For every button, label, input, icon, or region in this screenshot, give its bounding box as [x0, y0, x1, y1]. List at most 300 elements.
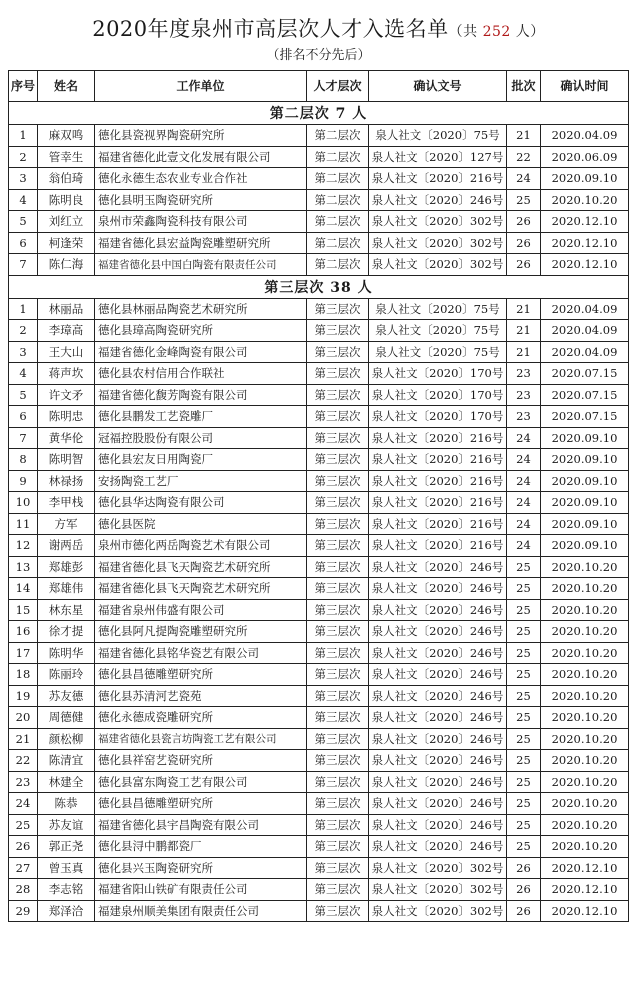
table-row	[9, 492, 629, 514]
cell-seq: 7	[9, 254, 38, 276]
cell-unit: 德化县华达陶瓷有限公司	[95, 492, 307, 514]
cell-unit: 德化县昌德雕塑研究所	[95, 664, 307, 686]
cell-name: 郑雄伟	[38, 578, 95, 600]
cell-doc: 泉人社文〔2020〕302号	[369, 900, 507, 922]
table-row	[9, 578, 629, 600]
cell-seq: 12	[9, 535, 38, 557]
cell-name: 柯逢荣	[38, 232, 95, 254]
cell-name: 陈明智	[38, 449, 95, 471]
cell-doc: 泉人社文〔2020〕216号	[369, 168, 507, 190]
cell-unit: 德化县苏清河艺瓷苑	[95, 685, 307, 707]
cell-batch: 25	[507, 664, 541, 686]
cell-seq: 23	[9, 771, 38, 793]
table-row	[9, 621, 629, 643]
table-row	[9, 836, 629, 858]
section-header-row	[9, 275, 629, 298]
cell-name: 蒋声坎	[38, 363, 95, 385]
cell-unit: 德化永德成瓷雕研究所	[95, 707, 307, 729]
cell-doc: 泉人社文〔2020〕170号	[369, 406, 507, 428]
cell-batch: 26	[507, 879, 541, 901]
cell-unit: 德化县鹏发工艺瓷雕厂	[95, 406, 307, 428]
cell-name: 李志铭	[38, 879, 95, 901]
cell-level: 第三层次	[307, 621, 369, 643]
cell-name: 林东星	[38, 599, 95, 621]
table-row	[9, 146, 629, 168]
cell-name: 陈恭	[38, 793, 95, 815]
table-row	[9, 125, 629, 147]
cell-unit: 德化县农村信用合作联社	[95, 363, 307, 385]
table-row	[9, 707, 629, 729]
cell-batch: 26	[507, 900, 541, 922]
cell-batch: 24	[507, 492, 541, 514]
page-subtitle: （排名不分先后）	[266, 48, 371, 63]
page-title	[0, 16, 637, 45]
cell-date: 2020.04.09	[541, 341, 629, 363]
cell-seq: 18	[9, 664, 38, 686]
cell-unit: 福建省德化县中国白陶瓷有限责任公司	[95, 254, 307, 276]
cell-doc: 泉人社文〔2020〕75号	[369, 125, 507, 147]
cell-seq: 8	[9, 449, 38, 471]
cell-seq: 25	[9, 814, 38, 836]
cell-batch: 26	[507, 211, 541, 233]
cell-batch: 25	[507, 707, 541, 729]
cell-level: 第二层次	[307, 232, 369, 254]
cell-level: 第二层次	[307, 254, 369, 276]
cell-doc: 泉人社文〔2020〕246号	[369, 599, 507, 621]
cell-name: 郭正尧	[38, 836, 95, 858]
talent-list-table	[8, 70, 629, 922]
cell-doc: 泉人社文〔2020〕246号	[369, 707, 507, 729]
cell-unit: 福建省德化此壹文化发展有限公司	[95, 146, 307, 168]
table-row	[9, 535, 629, 557]
cell-seq: 16	[9, 621, 38, 643]
cell-name: 曾玉真	[38, 857, 95, 879]
cell-batch: 25	[507, 793, 541, 815]
cell-doc: 泉人社文〔2020〕75号	[369, 298, 507, 320]
cell-doc: 泉人社文〔2020〕246号	[369, 836, 507, 858]
cell-doc: 泉人社文〔2020〕75号	[369, 320, 507, 342]
cell-seq: 21	[9, 728, 38, 750]
cell-doc: 泉人社文〔2020〕302号	[369, 879, 507, 901]
cell-unit: 福建泉州顺美集团有限责任公司	[95, 900, 307, 922]
cell-unit: 德化县璋高陶瓷研究所	[95, 320, 307, 342]
cell-level: 第三层次	[307, 556, 369, 578]
cell-seq: 2	[9, 146, 38, 168]
cell-seq: 2	[9, 320, 38, 342]
cell-level: 第三层次	[307, 384, 369, 406]
cell-level: 第三层次	[307, 793, 369, 815]
cell-level: 第二层次	[307, 125, 369, 147]
cell-seq: 3	[9, 168, 38, 190]
cell-date: 2020.07.15	[541, 363, 629, 385]
cell-seq: 6	[9, 406, 38, 428]
cell-batch: 21	[507, 125, 541, 147]
cell-unit: 德化县瓷视界陶瓷研究所	[95, 125, 307, 147]
table-row	[9, 642, 629, 664]
cell-name: 徐才提	[38, 621, 95, 643]
cell-level: 第三层次	[307, 707, 369, 729]
cell-unit: 德化县浔中鹏都瓷厂	[95, 836, 307, 858]
cell-doc: 泉人社文〔2020〕246号	[369, 793, 507, 815]
table-row	[9, 427, 629, 449]
table-row	[9, 728, 629, 750]
cell-seq: 10	[9, 492, 38, 514]
table-row	[9, 793, 629, 815]
cell-seq: 29	[9, 900, 38, 922]
table-row	[9, 254, 629, 276]
cell-date: 2020.12.10	[541, 857, 629, 879]
cell-batch: 24	[507, 535, 541, 557]
cell-doc: 泉人社文〔2020〕216号	[369, 449, 507, 471]
cell-name: 刘红立	[38, 211, 95, 233]
table-row	[9, 320, 629, 342]
header-doc: 确认文号	[369, 71, 507, 102]
cell-batch: 23	[507, 406, 541, 428]
cell-doc: 泉人社文〔2020〕170号	[369, 363, 507, 385]
cell-seq: 4	[9, 189, 38, 211]
cell-unit: 冠福控股股份有限公司	[95, 427, 307, 449]
cell-batch: 24	[507, 168, 541, 190]
table-row	[9, 879, 629, 901]
cell-date: 2020.09.10	[541, 449, 629, 471]
cell-level: 第二层次	[307, 168, 369, 190]
title-main: 2020年度泉州市高层次人才入选名单	[92, 17, 449, 41]
cell-level: 第三层次	[307, 298, 369, 320]
cell-seq: 1	[9, 125, 38, 147]
cell-doc: 泉人社文〔2020〕216号	[369, 492, 507, 514]
cell-batch: 25	[507, 814, 541, 836]
cell-batch: 21	[507, 298, 541, 320]
cell-level: 第二层次	[307, 211, 369, 233]
cell-date: 2020.10.20	[541, 750, 629, 772]
cell-batch: 24	[507, 427, 541, 449]
cell-unit: 德化永德生态农业专业合作社	[95, 168, 307, 190]
cell-batch: 25	[507, 642, 541, 664]
cell-unit: 安扬陶瓷工艺厂	[95, 470, 307, 492]
header-date: 确认时间	[541, 71, 629, 102]
table-row	[9, 232, 629, 254]
cell-unit: 德化县昌德雕塑研究所	[95, 793, 307, 815]
cell-doc: 泉人社文〔2020〕216号	[369, 535, 507, 557]
cell-level: 第三层次	[307, 599, 369, 621]
cell-level: 第三层次	[307, 642, 369, 664]
cell-batch: 21	[507, 341, 541, 363]
cell-seq: 20	[9, 707, 38, 729]
cell-name: 谢两岳	[38, 535, 95, 557]
cell-date: 2020.09.10	[541, 427, 629, 449]
cell-name: 苏友德	[38, 685, 95, 707]
cell-date: 2020.09.10	[541, 492, 629, 514]
cell-unit: 福建省德化县飞天陶瓷艺术研究所	[95, 556, 307, 578]
count-value: 252	[482, 24, 511, 40]
cell-date: 2020.10.20	[541, 707, 629, 729]
table-row	[9, 211, 629, 233]
cell-batch: 26	[507, 232, 541, 254]
cell-batch: 21	[507, 320, 541, 342]
cell-name: 林建全	[38, 771, 95, 793]
table-row	[9, 384, 629, 406]
cell-unit: 福建省德化县瓷言坊陶瓷工艺有限公司	[95, 728, 307, 750]
cell-date: 2020.10.20	[541, 621, 629, 643]
cell-date: 2020.10.20	[541, 793, 629, 815]
cell-doc: 泉人社文〔2020〕302号	[369, 254, 507, 276]
cell-date: 2020.09.10	[541, 168, 629, 190]
cell-batch: 23	[507, 363, 541, 385]
cell-name: 陈丽玲	[38, 664, 95, 686]
cell-date: 2020.12.10	[541, 211, 629, 233]
cell-doc: 泉人社文〔2020〕246号	[369, 556, 507, 578]
cell-seq: 17	[9, 642, 38, 664]
cell-date: 2020.06.09	[541, 146, 629, 168]
cell-date: 2020.12.10	[541, 254, 629, 276]
cell-date: 2020.10.20	[541, 556, 629, 578]
cell-doc: 泉人社文〔2020〕246号	[369, 664, 507, 686]
cell-name: 许文矛	[38, 384, 95, 406]
cell-level: 第三层次	[307, 363, 369, 385]
cell-date: 2020.07.15	[541, 406, 629, 428]
cell-level: 第三层次	[307, 513, 369, 535]
cell-doc: 泉人社文〔2020〕170号	[369, 384, 507, 406]
cell-level: 第三层次	[307, 320, 369, 342]
cell-level: 第三层次	[307, 879, 369, 901]
cell-name: 黄华伦	[38, 427, 95, 449]
table-row	[9, 470, 629, 492]
cell-seq: 28	[9, 879, 38, 901]
cell-name: 方军	[38, 513, 95, 535]
cell-batch: 25	[507, 599, 541, 621]
cell-doc: 泉人社文〔2020〕246号	[369, 578, 507, 600]
cell-name: 王大山	[38, 341, 95, 363]
cell-batch: 24	[507, 513, 541, 535]
cell-seq: 24	[9, 793, 38, 815]
section-label: 第三层次 38 人	[9, 275, 629, 298]
cell-doc: 泉人社文〔2020〕302号	[369, 857, 507, 879]
cell-level: 第三层次	[307, 857, 369, 879]
cell-batch: 22	[507, 146, 541, 168]
header-batch: 批次	[507, 71, 541, 102]
cell-seq: 22	[9, 750, 38, 772]
cell-name: 李甲栈	[38, 492, 95, 514]
cell-doc: 泉人社文〔2020〕246号	[369, 642, 507, 664]
table-row	[9, 556, 629, 578]
cell-seq: 19	[9, 685, 38, 707]
cell-doc: 泉人社文〔2020〕246号	[369, 750, 507, 772]
cell-batch: 25	[507, 750, 541, 772]
cell-date: 2020.04.09	[541, 298, 629, 320]
cell-seq: 11	[9, 513, 38, 535]
cell-seq: 14	[9, 578, 38, 600]
cell-name: 颜松柳	[38, 728, 95, 750]
cell-name: 郑泽洽	[38, 900, 95, 922]
cell-level: 第二层次	[307, 189, 369, 211]
cell-doc: 泉人社文〔2020〕246号	[369, 728, 507, 750]
table-row	[9, 900, 629, 922]
cell-name: 陈明良	[38, 189, 95, 211]
table-row	[9, 771, 629, 793]
cell-level: 第三层次	[307, 492, 369, 514]
cell-name: 周德健	[38, 707, 95, 729]
cell-batch: 23	[507, 384, 541, 406]
cell-unit: 福建省德化县宇昌陶瓷有限公司	[95, 814, 307, 836]
cell-seq: 7	[9, 427, 38, 449]
cell-seq: 3	[9, 341, 38, 363]
cell-batch: 25	[507, 621, 541, 643]
cell-unit: 福建省泉州伟盛有限公司	[95, 599, 307, 621]
cell-doc: 泉人社文〔2020〕246号	[369, 685, 507, 707]
cell-name: 陈明华	[38, 642, 95, 664]
table-row	[9, 513, 629, 535]
cell-level: 第三层次	[307, 664, 369, 686]
table-row	[9, 685, 629, 707]
cell-seq: 1	[9, 298, 38, 320]
cell-batch: 25	[507, 836, 541, 858]
cell-doc: 泉人社文〔2020〕216号	[369, 513, 507, 535]
cell-date: 2020.10.20	[541, 814, 629, 836]
cell-level: 第三层次	[307, 470, 369, 492]
cell-batch: 25	[507, 728, 541, 750]
count-prefix: （共	[448, 24, 478, 40]
cell-level: 第三层次	[307, 535, 369, 557]
cell-seq: 6	[9, 232, 38, 254]
cell-date: 2020.10.20	[541, 578, 629, 600]
cell-name: 管幸生	[38, 146, 95, 168]
cell-level: 第三层次	[307, 406, 369, 428]
cell-seq: 26	[9, 836, 38, 858]
cell-doc: 泉人社文〔2020〕246号	[369, 621, 507, 643]
cell-name: 陈明忠	[38, 406, 95, 428]
cell-date: 2020.10.20	[541, 771, 629, 793]
cell-level: 第三层次	[307, 728, 369, 750]
cell-date: 2020.10.20	[541, 189, 629, 211]
cell-doc: 泉人社文〔2020〕216号	[369, 470, 507, 492]
cell-date: 2020.07.15	[541, 384, 629, 406]
cell-batch: 25	[507, 556, 541, 578]
table-row	[9, 449, 629, 471]
table-row	[9, 168, 629, 190]
cell-date: 2020.04.09	[541, 320, 629, 342]
cell-batch: 24	[507, 470, 541, 492]
table-row	[9, 814, 629, 836]
table-row	[9, 298, 629, 320]
header-level: 人才层次	[307, 71, 369, 102]
cell-level: 第三层次	[307, 341, 369, 363]
cell-date: 2020.10.20	[541, 642, 629, 664]
header-name: 姓名	[38, 71, 95, 102]
cell-doc: 泉人社文〔2020〕302号	[369, 232, 507, 254]
cell-unit: 德化县医院	[95, 513, 307, 535]
cell-date: 2020.12.10	[541, 879, 629, 901]
cell-unit: 德化县宏友日用陶瓷厂	[95, 449, 307, 471]
cell-doc: 泉人社文〔2020〕246号	[369, 771, 507, 793]
cell-doc: 泉人社文〔2020〕302号	[369, 211, 507, 233]
cell-date: 2020.09.10	[541, 513, 629, 535]
cell-seq: 5	[9, 211, 38, 233]
cell-unit: 福建省德化县宏益陶瓷雕塑研究所	[95, 232, 307, 254]
cell-name: 李璋高	[38, 320, 95, 342]
cell-unit: 德化县富东陶瓷工艺有限公司	[95, 771, 307, 793]
table-row	[9, 599, 629, 621]
cell-batch: 25	[507, 771, 541, 793]
cell-unit: 福建省阳山铁矿有限责任公司	[95, 879, 307, 901]
count-suffix: 人）	[515, 24, 545, 40]
cell-batch: 25	[507, 685, 541, 707]
cell-level: 第三层次	[307, 814, 369, 836]
cell-name: 陈清宜	[38, 750, 95, 772]
cell-date: 2020.10.20	[541, 836, 629, 858]
table-row	[9, 189, 629, 211]
cell-level: 第三层次	[307, 771, 369, 793]
cell-date: 2020.10.20	[541, 728, 629, 750]
cell-date: 2020.10.20	[541, 599, 629, 621]
cell-level: 第三层次	[307, 578, 369, 600]
cell-level: 第三层次	[307, 449, 369, 471]
cell-date: 2020.12.10	[541, 900, 629, 922]
cell-date: 2020.10.20	[541, 685, 629, 707]
cell-unit: 德化县兴玉陶瓷研究所	[95, 857, 307, 879]
cell-unit: 福建省德化馥芳陶瓷有限公司	[95, 384, 307, 406]
cell-level: 第三层次	[307, 427, 369, 449]
cell-batch: 26	[507, 254, 541, 276]
table-row	[9, 406, 629, 428]
cell-name: 苏友谊	[38, 814, 95, 836]
cell-seq: 15	[9, 599, 38, 621]
cell-seq: 9	[9, 470, 38, 492]
cell-doc: 泉人社文〔2020〕216号	[369, 427, 507, 449]
cell-date: 2020.12.10	[541, 232, 629, 254]
cell-unit: 泉州市德化两岳陶瓷艺术有限公司	[95, 535, 307, 557]
cell-doc: 泉人社文〔2020〕246号	[369, 814, 507, 836]
cell-name: 郑雄彭	[38, 556, 95, 578]
cell-unit: 德化县明玉陶瓷研究所	[95, 189, 307, 211]
cell-unit: 泉州市荣鑫陶瓷科技有限公司	[95, 211, 307, 233]
cell-batch: 25	[507, 578, 541, 600]
cell-seq: 13	[9, 556, 38, 578]
table-row	[9, 857, 629, 879]
cell-unit: 福建省德化县飞天陶瓷艺术研究所	[95, 578, 307, 600]
cell-unit: 德化县阿凡提陶瓷雕塑研究所	[95, 621, 307, 643]
cell-unit: 德化县祥窑艺瓷研究所	[95, 750, 307, 772]
table-body	[9, 102, 629, 922]
cell-name: 翁伯琦	[38, 168, 95, 190]
cell-name: 麻双鸣	[38, 125, 95, 147]
header-unit: 工作单位	[95, 71, 307, 102]
cell-seq: 4	[9, 363, 38, 385]
cell-date: 2020.10.20	[541, 664, 629, 686]
section-label: 第二层次 7 人	[9, 102, 629, 125]
cell-date: 2020.09.10	[541, 535, 629, 557]
cell-seq: 27	[9, 857, 38, 879]
cell-date: 2020.09.10	[541, 470, 629, 492]
cell-batch: 24	[507, 449, 541, 471]
table-row	[9, 750, 629, 772]
cell-name: 林丽品	[38, 298, 95, 320]
cell-level: 第三层次	[307, 685, 369, 707]
table-row	[9, 363, 629, 385]
cell-unit: 福建省德化县铭华瓷艺有限公司	[95, 642, 307, 664]
section-header-row	[9, 102, 629, 125]
cell-doc: 泉人社文〔2020〕127号	[369, 146, 507, 168]
table-header-row	[9, 71, 629, 102]
cell-date: 2020.04.09	[541, 125, 629, 147]
cell-seq: 5	[9, 384, 38, 406]
cell-name: 陈仁海	[38, 254, 95, 276]
cell-level: 第三层次	[307, 836, 369, 858]
cell-batch: 25	[507, 189, 541, 211]
cell-batch: 26	[507, 857, 541, 879]
cell-doc: 泉人社文〔2020〕75号	[369, 341, 507, 363]
cell-unit: 德化县林丽品陶瓷艺术研究所	[95, 298, 307, 320]
cell-level: 第三层次	[307, 750, 369, 772]
